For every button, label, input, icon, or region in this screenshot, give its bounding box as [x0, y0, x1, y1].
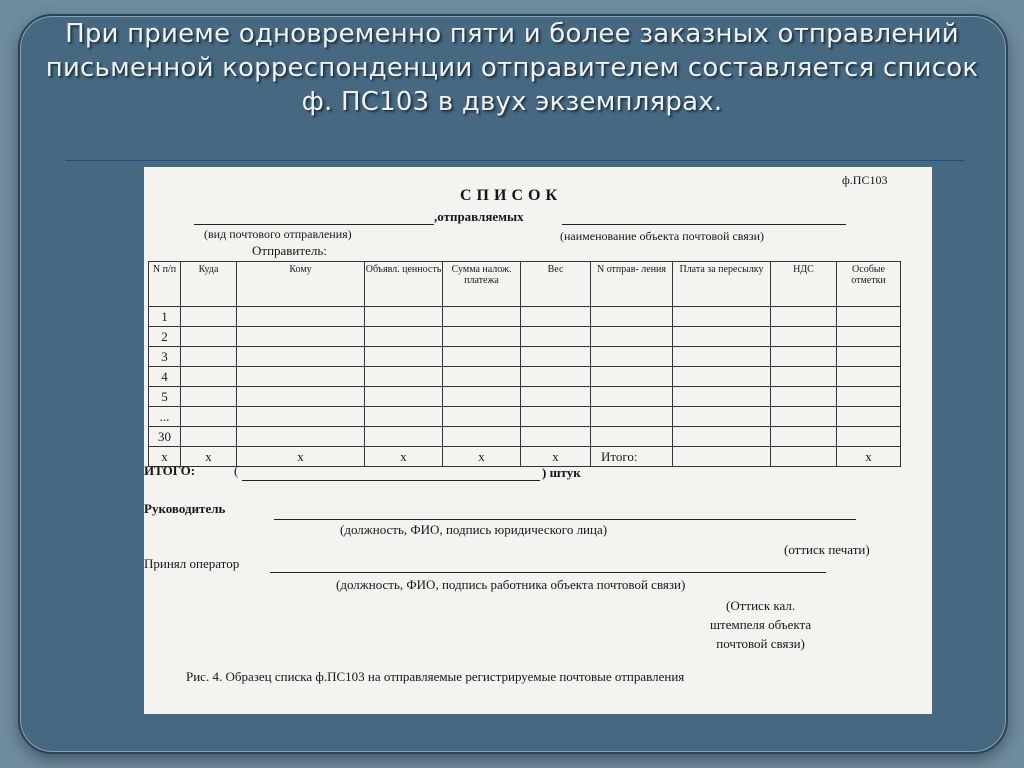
total-label: Итого: — [591, 447, 673, 467]
sent-label: ,отправляемых — [434, 209, 524, 224]
total-cell: x — [181, 447, 237, 467]
head-signature-line — [274, 519, 856, 520]
total-cell: x — [521, 447, 591, 467]
mail-type-caption: (вид почтового отправления) — [204, 227, 352, 241]
row-number: 3 — [149, 347, 181, 367]
column-header: НДС — [771, 262, 837, 307]
table-row — [149, 347, 901, 367]
itogo-count-line — [242, 480, 540, 481]
table-row — [149, 407, 901, 427]
mail-type-line — [194, 224, 434, 225]
table-row — [149, 427, 901, 447]
operator-caption: (должность, ФИО, подпись работника объекта почтовой связи) — [336, 577, 686, 592]
post-object-caption: (наименование объекта почтовой связи) — [560, 229, 764, 243]
total-cell: x — [149, 447, 181, 467]
calendar-stamp-caption: (Оттиск кал. штемпеля объекта почтовой связи) — [710, 598, 812, 651]
column-header: Кому — [237, 262, 365, 307]
post-object-line — [562, 224, 846, 225]
total-cell: x — [443, 447, 521, 467]
column-header: N отправ- ления — [591, 262, 673, 307]
row-number: 4 — [149, 367, 181, 387]
head-label: Руководитель — [144, 501, 226, 516]
title-divider — [66, 160, 964, 161]
row-number: 5 — [149, 387, 181, 407]
pieces-label: ) штук — [542, 465, 581, 480]
itogo-label: ИТОГО: — [144, 463, 196, 478]
total-cell: x — [237, 447, 365, 467]
column-header: Особые отметки — [837, 262, 901, 307]
row-number: 1 — [149, 307, 181, 327]
row-number: 2 — [149, 327, 181, 347]
form-code: ф.ПС103 — [842, 173, 888, 187]
column-header: Плата за пересылку — [673, 262, 771, 307]
operator-label: Принял оператор — [144, 556, 240, 571]
table-header-row — [149, 262, 901, 307]
form-document — [144, 167, 932, 714]
table-row — [149, 307, 901, 327]
operator-signature-line — [270, 572, 826, 573]
row-number: 30 — [149, 427, 181, 447]
column-header: Куда — [181, 262, 237, 307]
total-cell: x — [837, 447, 901, 467]
column-header: Сумма налож. платежа — [443, 262, 521, 307]
form-title: СПИСОК — [460, 187, 563, 204]
column-header: N п/п — [149, 262, 181, 307]
table-row — [149, 327, 901, 347]
head-caption: (должность, ФИО, подпись юридического лица) — [340, 522, 608, 537]
itogo-paren: ( — [234, 463, 239, 478]
figure-caption: Рис. 4. Образец списка ф.ПС103 на отправляемые регистрируемые почтовые отправления — [186, 669, 685, 684]
slide-title: При приеме одновременно пяти и более заказных отправлений письменной корреспонденции отправителем составляется список ф. ПС103 в двух экземплярах. — [45, 19, 979, 117]
table-row — [149, 387, 901, 407]
row-number: ... — [149, 407, 181, 427]
table-row — [149, 367, 901, 387]
column-header: Вес — [521, 262, 591, 307]
table-total-row — [149, 447, 901, 467]
seal-caption: (оттиск печати) — [784, 542, 870, 557]
column-header: Объявл. ценность — [365, 262, 443, 307]
registry-table — [148, 261, 901, 467]
total-cell: x — [365, 447, 443, 467]
sender-label: Отправитель: — [252, 243, 327, 258]
